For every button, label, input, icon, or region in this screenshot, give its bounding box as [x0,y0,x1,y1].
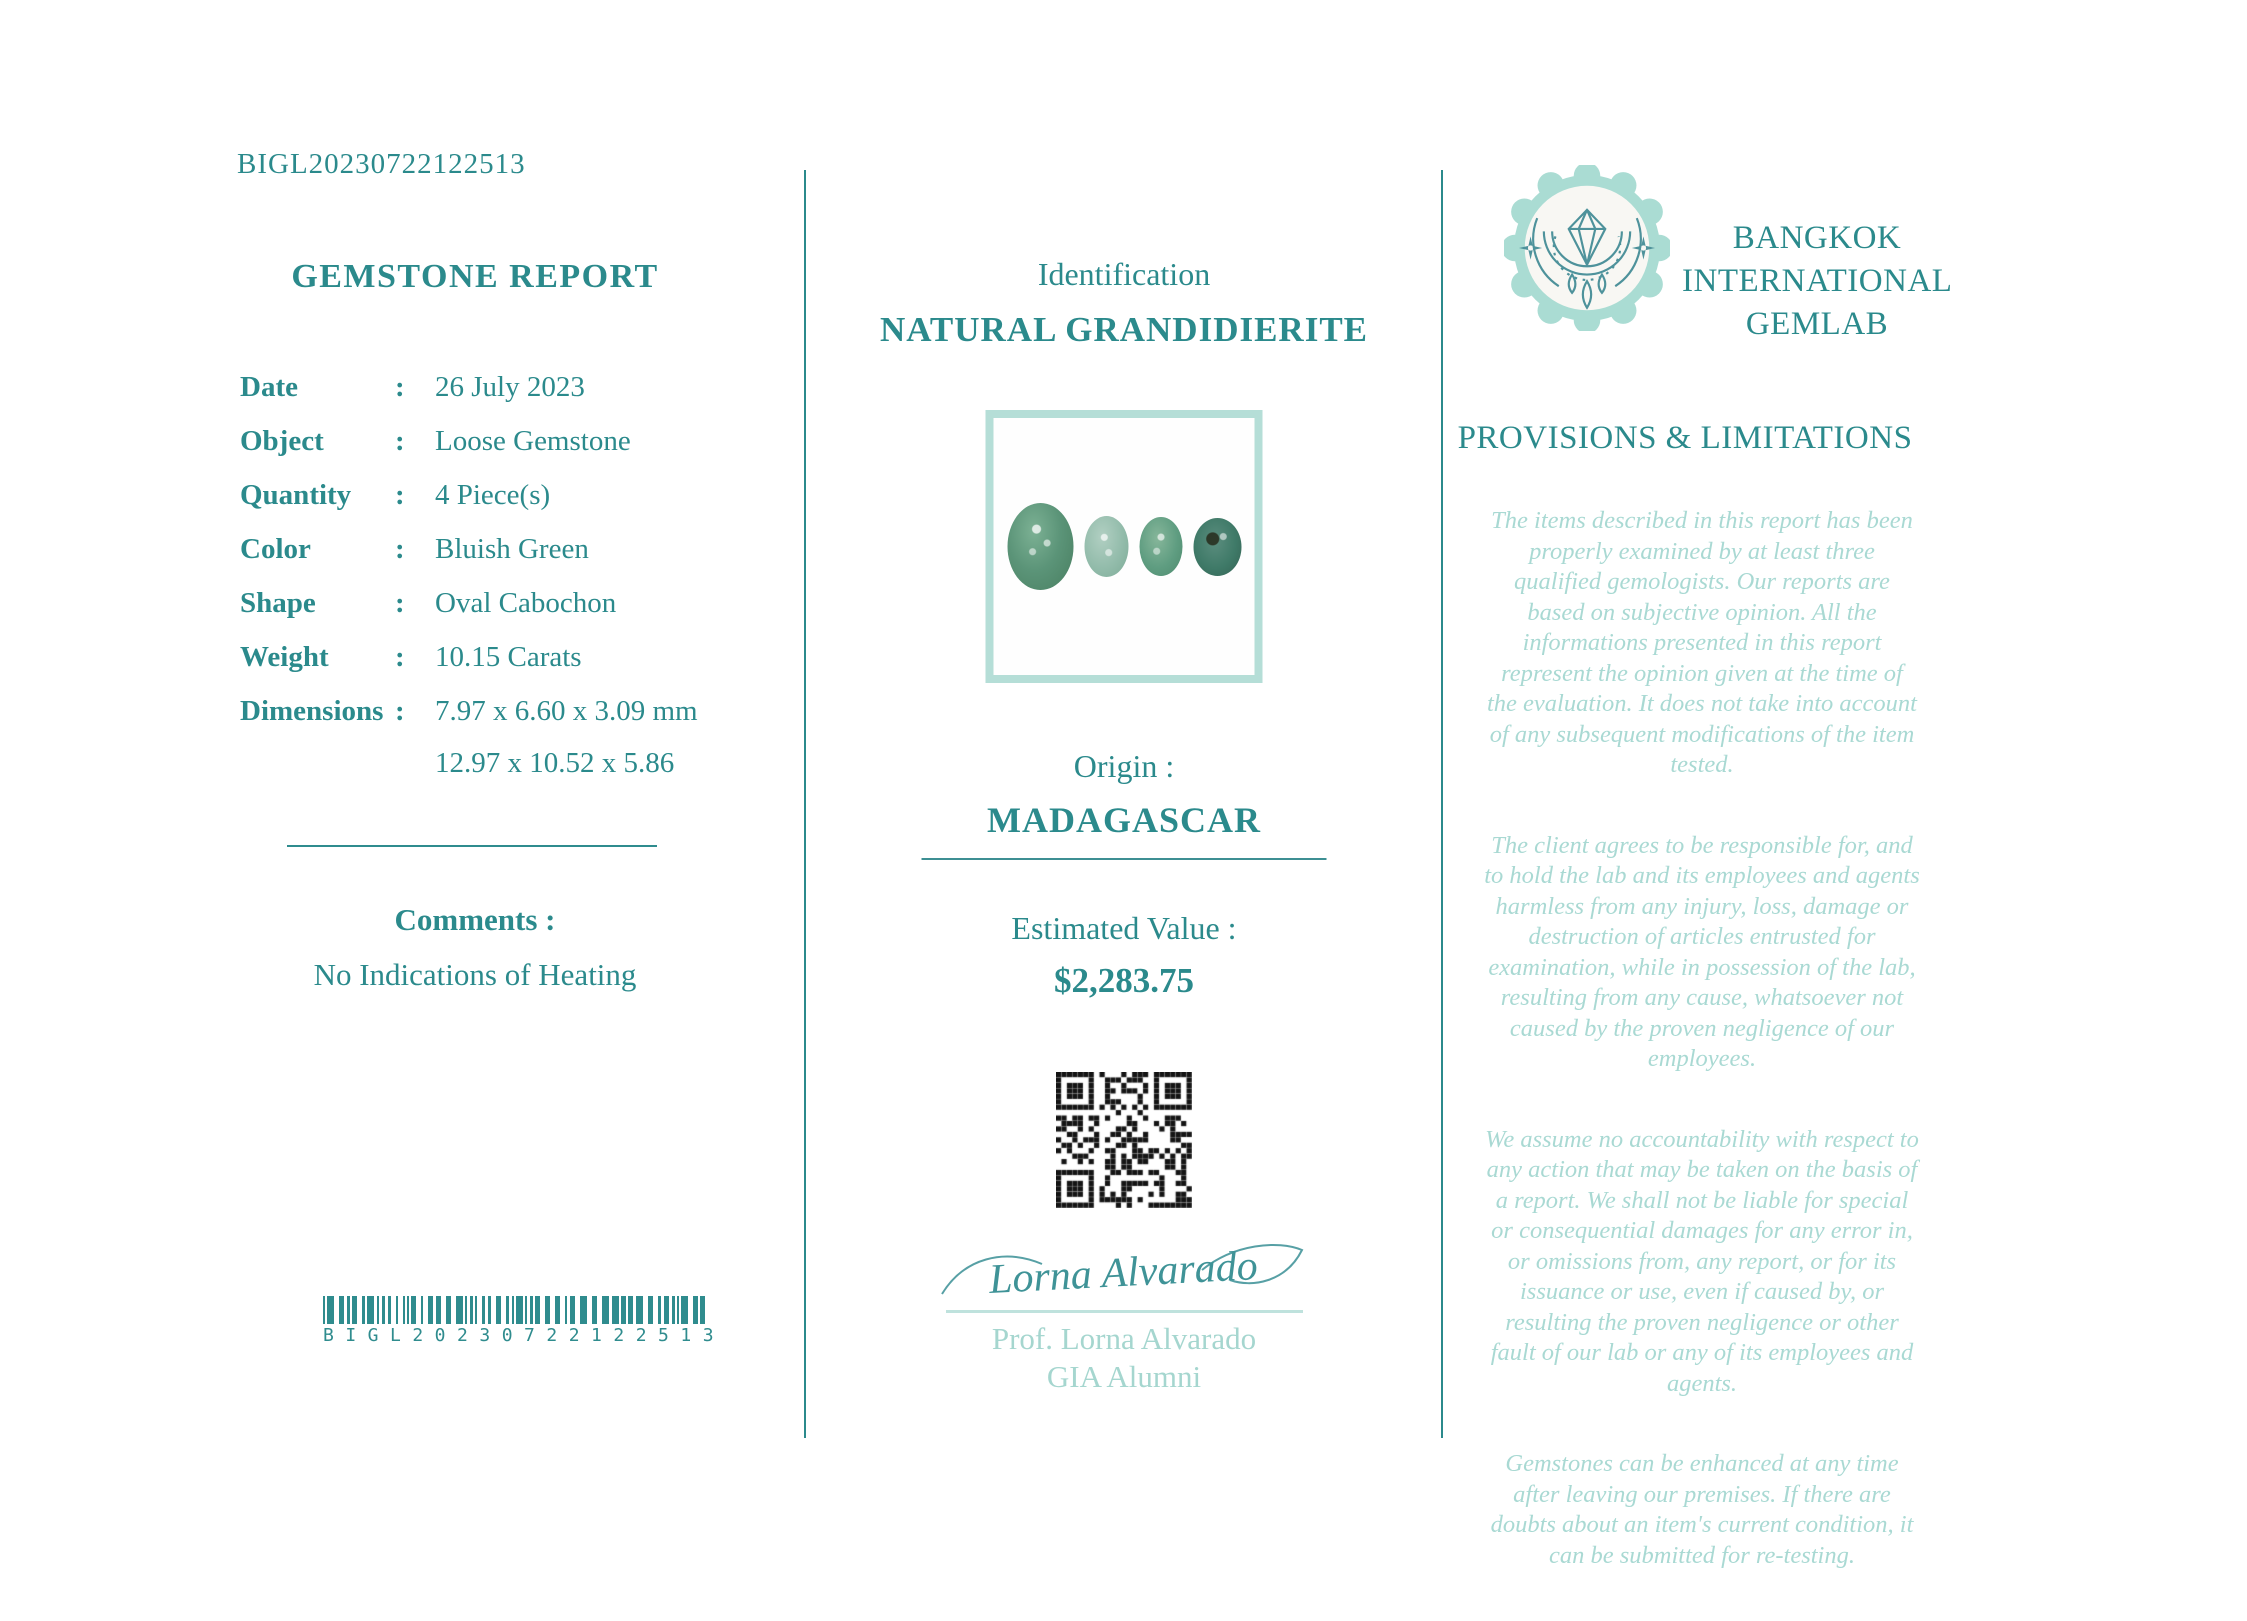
svg-text:Lorna Alvarado: Lorna Alvarado [987,1243,1259,1304]
lab-name-line3: GEMLAB [1745,306,1889,342]
middle-section-divider [922,858,1327,860]
field-value: Loose Gemstone [435,425,631,457]
barcode-bars [323,1296,711,1324]
field-label: Dimensions [240,695,384,727]
lab-name [1682,217,1952,346]
signature-section [806,1230,1442,1395]
barcode [323,1296,726,1346]
estimated-value: $2,283.75 [1054,961,1194,1000]
report-fields-table [240,370,710,800]
lab-name-line2: INTERNATIONAL [1682,263,1953,299]
gemstone-4 [1193,518,1241,576]
gemstone-3 [1139,517,1182,576]
identification-value: NATURAL GRANDIDIERITE [879,310,1369,349]
field-value: 4 Piece(s) [435,479,551,511]
gemstone-2 [1084,516,1128,577]
dimensions-second-line: 12.97 x 10.52 x 5.86 [435,747,675,779]
field-label: Object [240,425,324,457]
gemlab-logo-icon [1504,165,1670,331]
field-label: Shape [240,587,316,619]
field-value: 10.15 Carats [435,641,582,673]
field-row-object: Object : Loose Gemstone [240,424,710,458]
left-section-divider [287,845,657,847]
field-row-date: Date : 26 July 2023 [240,370,710,404]
provisions-paragraph-1: The items described in this report has been properly examined by at least three qualified gemologists. Our reports are based on subjective opinion. All the informations presented in this report represent the opinion given at the time of the evaluation. It does not take into account of any subsequent modifications of the item tested. [1486,507,1917,778]
provisions-paragraph-3: We assume no accountability with respect to any action that may be taken on the basis of a report. We shall not be liable for special or consequential damages for any error in, or omissions from, any report, or for its issuance or use, even if caused by, or resulting the proven negligence or other fault of our lab or any of its employees and agents. [1485,1125,1919,1397]
report-title: GEMSTONE REPORT [291,258,659,295]
comments-section [240,902,710,993]
field-value: 7.97 x 6.60 x 3.09 mm 12.97 x 10.52 x 5.86 [435,694,710,780]
identification-label: Identification [1037,256,1211,292]
field-row-color: Color : Bluish Green [240,532,710,566]
comments-value: No Indications of Heating [313,957,637,992]
identification-panel [806,0,1442,1586]
field-row-quantity: Quantity : 4 Piece(s) [240,478,710,512]
field-row-dimensions: Dimensions : 7.97 x 6.60 x 3.09 mm 12.97 x 10.52 x 5.86 [240,694,710,780]
field-label: Date [240,371,298,403]
provisions-paragraph-4: Gemstones can be enhanced at any time after leaving our premises. If there are doubts about an item's current condition, it can be submitted for re-testing. [1490,1450,1914,1569]
field-label: Color [240,533,311,565]
report-number: BIGL20230722122513 [237,148,526,180]
lab-header [1504,165,1952,346]
gemstone-report-panel [240,0,726,1586]
qr-code [1056,1072,1192,1208]
origin-value: MADAGASCAR [987,800,1261,840]
origin-label: Origin : [1073,748,1175,784]
barcode-text: BIGL20230722122513 [323,1325,726,1346]
qr-code-image [1056,1072,1192,1208]
field-row-weight: Weight : 10.15 Carats [240,640,710,674]
field-label: Weight [240,641,329,673]
provisions-paragraph-2: The client agrees to be responsible for, and to hold the lab and its employees and agents harmless from any injury, loss, damage or destruction of articles entrusted for examination, while in possession of the lab, resulting from any cause, whatsoever not caused by the proven negligence of our employees. [1484,831,1920,1072]
estimated-value-label: Estimated Value : [1011,910,1237,946]
field-value: Oval Cabochon [435,587,617,619]
field-value: 26 July 2023 [435,371,585,403]
provisions-text [1484,506,1920,1621]
provisions-title: PROVISIONS & LIMITATIONS [1457,420,1913,456]
signer-title: GIA Alumni [1046,1359,1202,1394]
signer-name: Prof. Lorna Alvarado [991,1321,1257,1356]
gemstone-1 [1007,503,1073,590]
signature-line [946,1310,1303,1313]
signature-script [934,1230,1314,1310]
lab-name-line1: BANGKOK [1732,220,1902,256]
field-value: Bluish Green [435,533,589,565]
field-row-shape: Shape : Oval Cabochon [240,586,710,620]
comments-label: Comments : [394,902,556,937]
lab-info-panel [1442,0,1972,1586]
field-label: Quantity [240,479,352,511]
gemstone-photo [986,410,1263,683]
